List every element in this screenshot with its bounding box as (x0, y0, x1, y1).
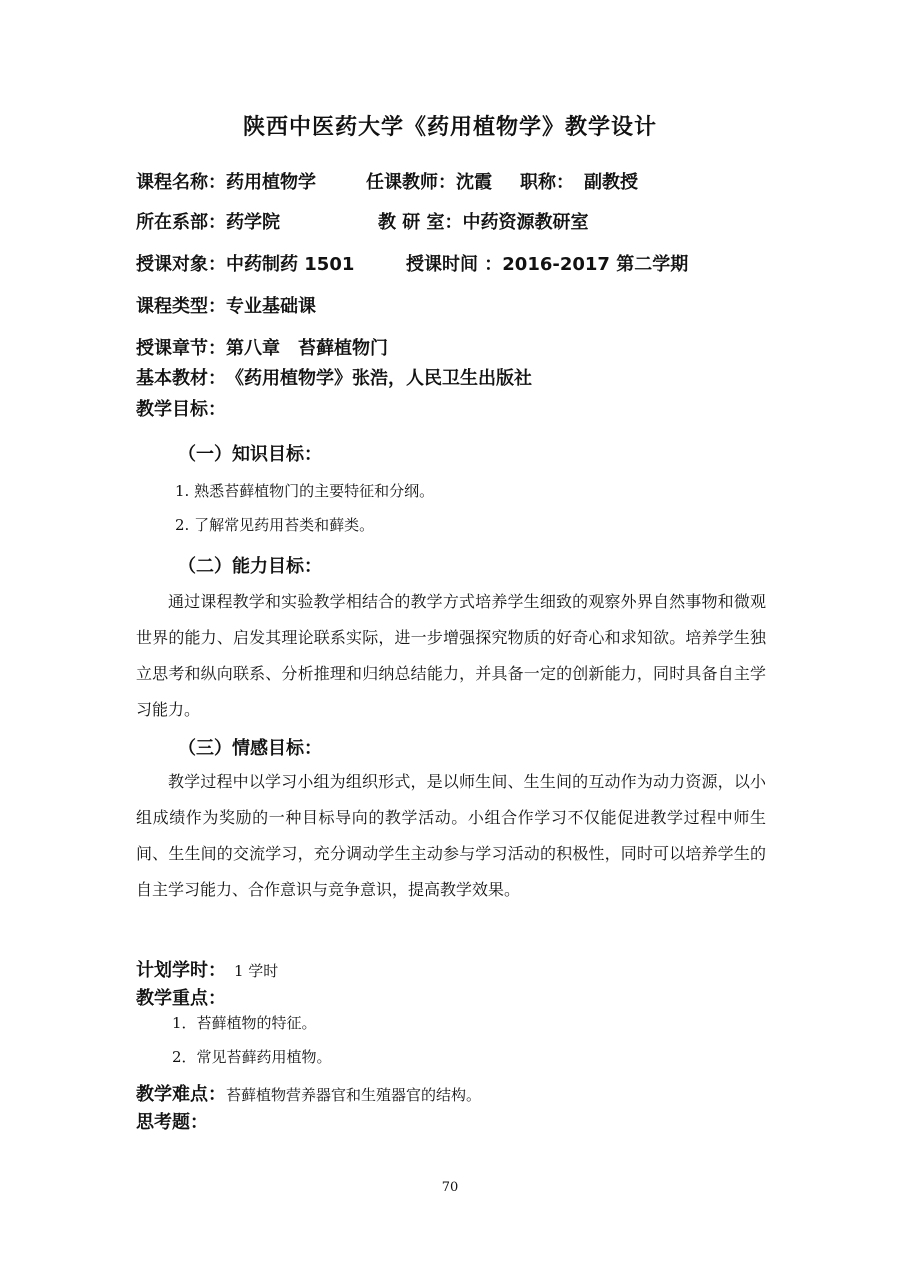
type-info-row (136, 292, 316, 318)
ability-paragraph: 通过课程教学和实验教学相结合的教学方式培养学生细致的观察外界自然事物和微观世界的能力、启发其理论联系实际，进一步增强探究物质的好奇心和求知欲。培养学生独立思考和纵向联系、分析推理和归纳总结能力，并具备一定的创新能力，同时具备自主学习能力。 (136, 592, 766, 719)
course-value: 药用植物学 (226, 172, 316, 193)
emotion-paragraph: 教学过程中以学习小组为组织形式，是以师生间、生生间的互动作为动力资源，以小组成绩作为奖励的一种目标导向的教学活动。小组合作学习不仅能促进教学过程中师生间、生生间的交流学习，充分调动学生主动参与学习活动的积极性，同时可以培养学生的自主学习能力、合作意识与竞争意识，提高教学效果。 (136, 772, 766, 899)
textbook-label: 基本教材： (136, 368, 226, 389)
target-info-row (136, 250, 688, 276)
chapter-value: 第八章 苔藓植物门 (226, 338, 388, 359)
target-value: 中药制药 1501 (226, 254, 355, 275)
dept-label: 所在系部： (136, 212, 226, 233)
office-label: 教 研 室： (378, 212, 463, 233)
goal-label: 教学目标： (136, 399, 226, 420)
page-number: 70 (441, 1180, 459, 1195)
target-label: 授课对象： (136, 254, 226, 275)
emotion-heading: （三）情感目标： (178, 738, 322, 759)
chapter-label: 授课章节： (136, 338, 226, 359)
time-value: 2016-2017 第二学期 (502, 254, 689, 275)
list-item: 1．苔藓植物的特征。 (172, 1014, 317, 1032)
hours-row (136, 956, 278, 982)
course-info-row (136, 168, 638, 194)
teacher-value: 沈霞 (456, 172, 492, 193)
textbook-value: 《药用植物学》张浩，人民卫生出版社 (226, 368, 532, 389)
hours-label: 计划学时： (136, 960, 226, 981)
difficult-label: 教学难点： (136, 1084, 226, 1105)
rank-label: 职称： (520, 172, 574, 193)
page-title: 陕西中医药大学《药用植物学》教学设计 (242, 115, 657, 140)
ability-heading: （二）能力目标： (178, 556, 322, 577)
list-item: 2. 了解常见药用苔类和藓类。 (175, 516, 375, 534)
list-item: 2．常见苔藓药用植物。 (172, 1048, 332, 1066)
hours-value: 1 学时 (234, 962, 279, 980)
dept-info-row (136, 208, 589, 234)
office-value: 中药资源教研室 (462, 212, 589, 233)
dept-value: 药学院 (226, 212, 280, 233)
course-label: 课程名称： (136, 172, 226, 193)
key-points-label: 教学重点： (136, 988, 226, 1009)
list-item: 1. 熟悉苔藓植物门的主要特征和分纲。 (175, 482, 435, 500)
type-label: 课程类型： (136, 296, 226, 317)
difficult-value: 苔藓植物营养器官和生殖器官的结构。 (226, 1086, 482, 1104)
chapter-info-row (136, 334, 388, 360)
teacher-label: 任课教师： (366, 172, 456, 193)
textbook-info-row (136, 364, 532, 390)
rank-value: 副教授 (584, 172, 638, 193)
type-value: 专业基础课 (226, 296, 316, 317)
knowledge-heading: （一）知识目标： (178, 444, 322, 465)
questions-label: 思考题： (136, 1112, 208, 1133)
difficult-row (136, 1080, 481, 1106)
time-label: 授课时间 ： (406, 254, 503, 275)
